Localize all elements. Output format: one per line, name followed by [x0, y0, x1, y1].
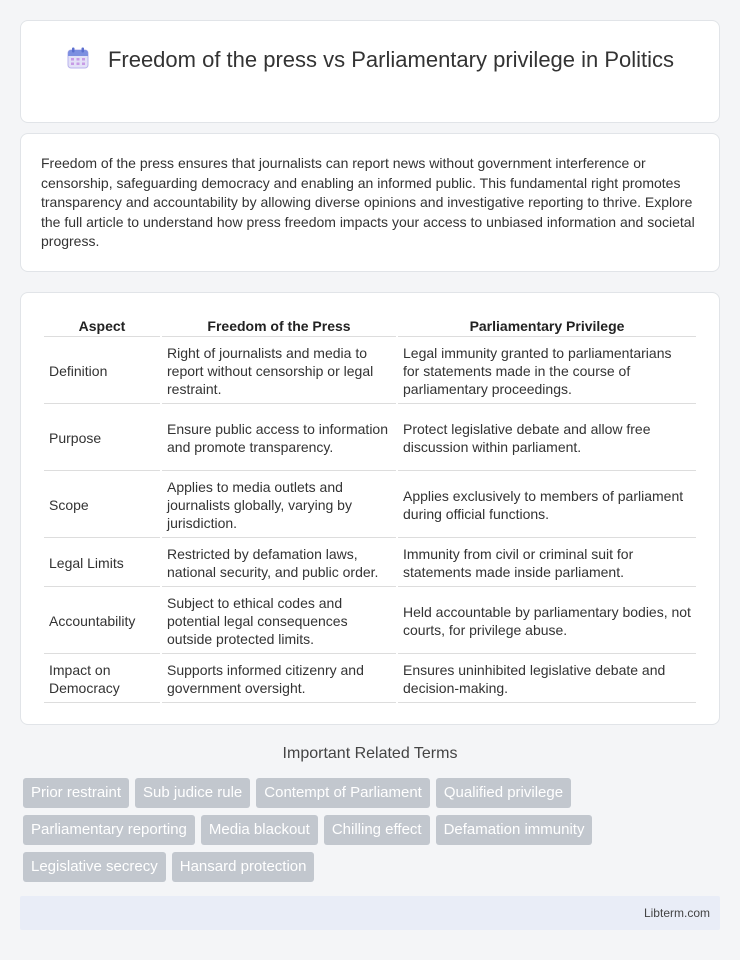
cell-aspect: Legal Limits: [44, 540, 160, 587]
related-terms-title: Important Related Terms: [282, 745, 458, 762]
cell-press: Ensure public access to information and promote transparency.: [162, 406, 396, 471]
table-row: [44, 339, 696, 404]
cell-aspect: Accountability: [44, 589, 160, 654]
intro-card: [20, 133, 720, 272]
related-term-chip[interactable]: Prior restraint: [23, 778, 129, 808]
related-term-chip[interactable]: Chilling effect: [324, 815, 430, 845]
calendar-icon: [66, 46, 90, 70]
cell-privilege: Legal immunity granted to parliamentarians for statements made in the course of parliamentary proceedings.: [398, 339, 696, 404]
cell-aspect: Impact on Democracy: [44, 656, 160, 703]
related-term-chip[interactable]: Qualified privilege: [436, 778, 571, 808]
cell-press: Subject to ethical codes and potential legal consequences outside protected limits.: [162, 589, 396, 654]
header-privilege: Parliamentary Privilege: [398, 317, 696, 337]
cell-privilege: Applies exclusively to members of parliament during official functions.: [398, 473, 696, 538]
related-term-chip[interactable]: Hansard protection: [172, 852, 315, 882]
cell-privilege: Held accountable by parliamentary bodies, not courts, for privilege abuse.: [398, 589, 696, 654]
cell-press: Supports informed citizenry and government oversight.: [162, 656, 396, 703]
cell-press: Right of journalists and media to report without censorship or legal restraint.: [162, 339, 396, 404]
related-term-chip[interactable]: Parliamentary reporting: [23, 815, 195, 845]
header-press: Freedom of the Press: [162, 317, 396, 337]
table-row: [44, 589, 696, 654]
cell-press: Applies to media outlets and journalists globally, varying by jurisdiction.: [162, 473, 396, 538]
comparison-table: [42, 315, 698, 705]
cell-privilege: Immunity from civil or criminal suit for statements made inside parliament.: [398, 540, 696, 587]
related-term-chip[interactable]: Legislative secrecy: [23, 852, 166, 882]
page-title: Freedom of the press vs Parliamentary privilege in Politics: [107, 47, 675, 72]
cell-privilege: Protect legislative debate and allow free discussion within parliament.: [398, 406, 696, 471]
related-term-chip[interactable]: Media blackout: [201, 815, 318, 845]
related-term-chip[interactable]: Defamation immunity: [436, 815, 593, 845]
cell-aspect: Scope: [44, 473, 160, 538]
cell-press: Restricted by defamation laws, national security, and public order.: [162, 540, 396, 587]
related-terms-list: [23, 778, 663, 882]
table-row: [44, 540, 696, 587]
cell-aspect: Definition: [44, 339, 160, 404]
page-title-wrap: [21, 45, 719, 74]
table-row: [44, 656, 696, 703]
cell-aspect: Purpose: [44, 406, 160, 471]
header-aspect: Aspect: [44, 317, 160, 337]
table-header-row: [44, 317, 696, 337]
footer-bar: [20, 896, 720, 930]
cell-privilege: Ensures uninhibited legislative debate and decision-making.: [398, 656, 696, 703]
related-term-chip[interactable]: Sub judice rule: [135, 778, 250, 808]
table-row: [44, 406, 696, 471]
footer-brand-link[interactable]: Libterm.com: [643, 906, 710, 920]
table-row: [44, 473, 696, 538]
comparison-card: [20, 292, 720, 725]
title-card: [20, 20, 720, 123]
intro-text: Freedom of the press ensures that journalists can report news without government interference or censorship, safeguarding democracy and enabling an informed public. This fundamental right promotes transparency and accountability by allowing diverse opinions and investigative reporting to thrive. Explore the full article to understand how press freedom impacts your access to unbiased information and societal progress.: [41, 155, 695, 250]
related-term-chip[interactable]: Contempt of Parliament: [256, 778, 430, 808]
